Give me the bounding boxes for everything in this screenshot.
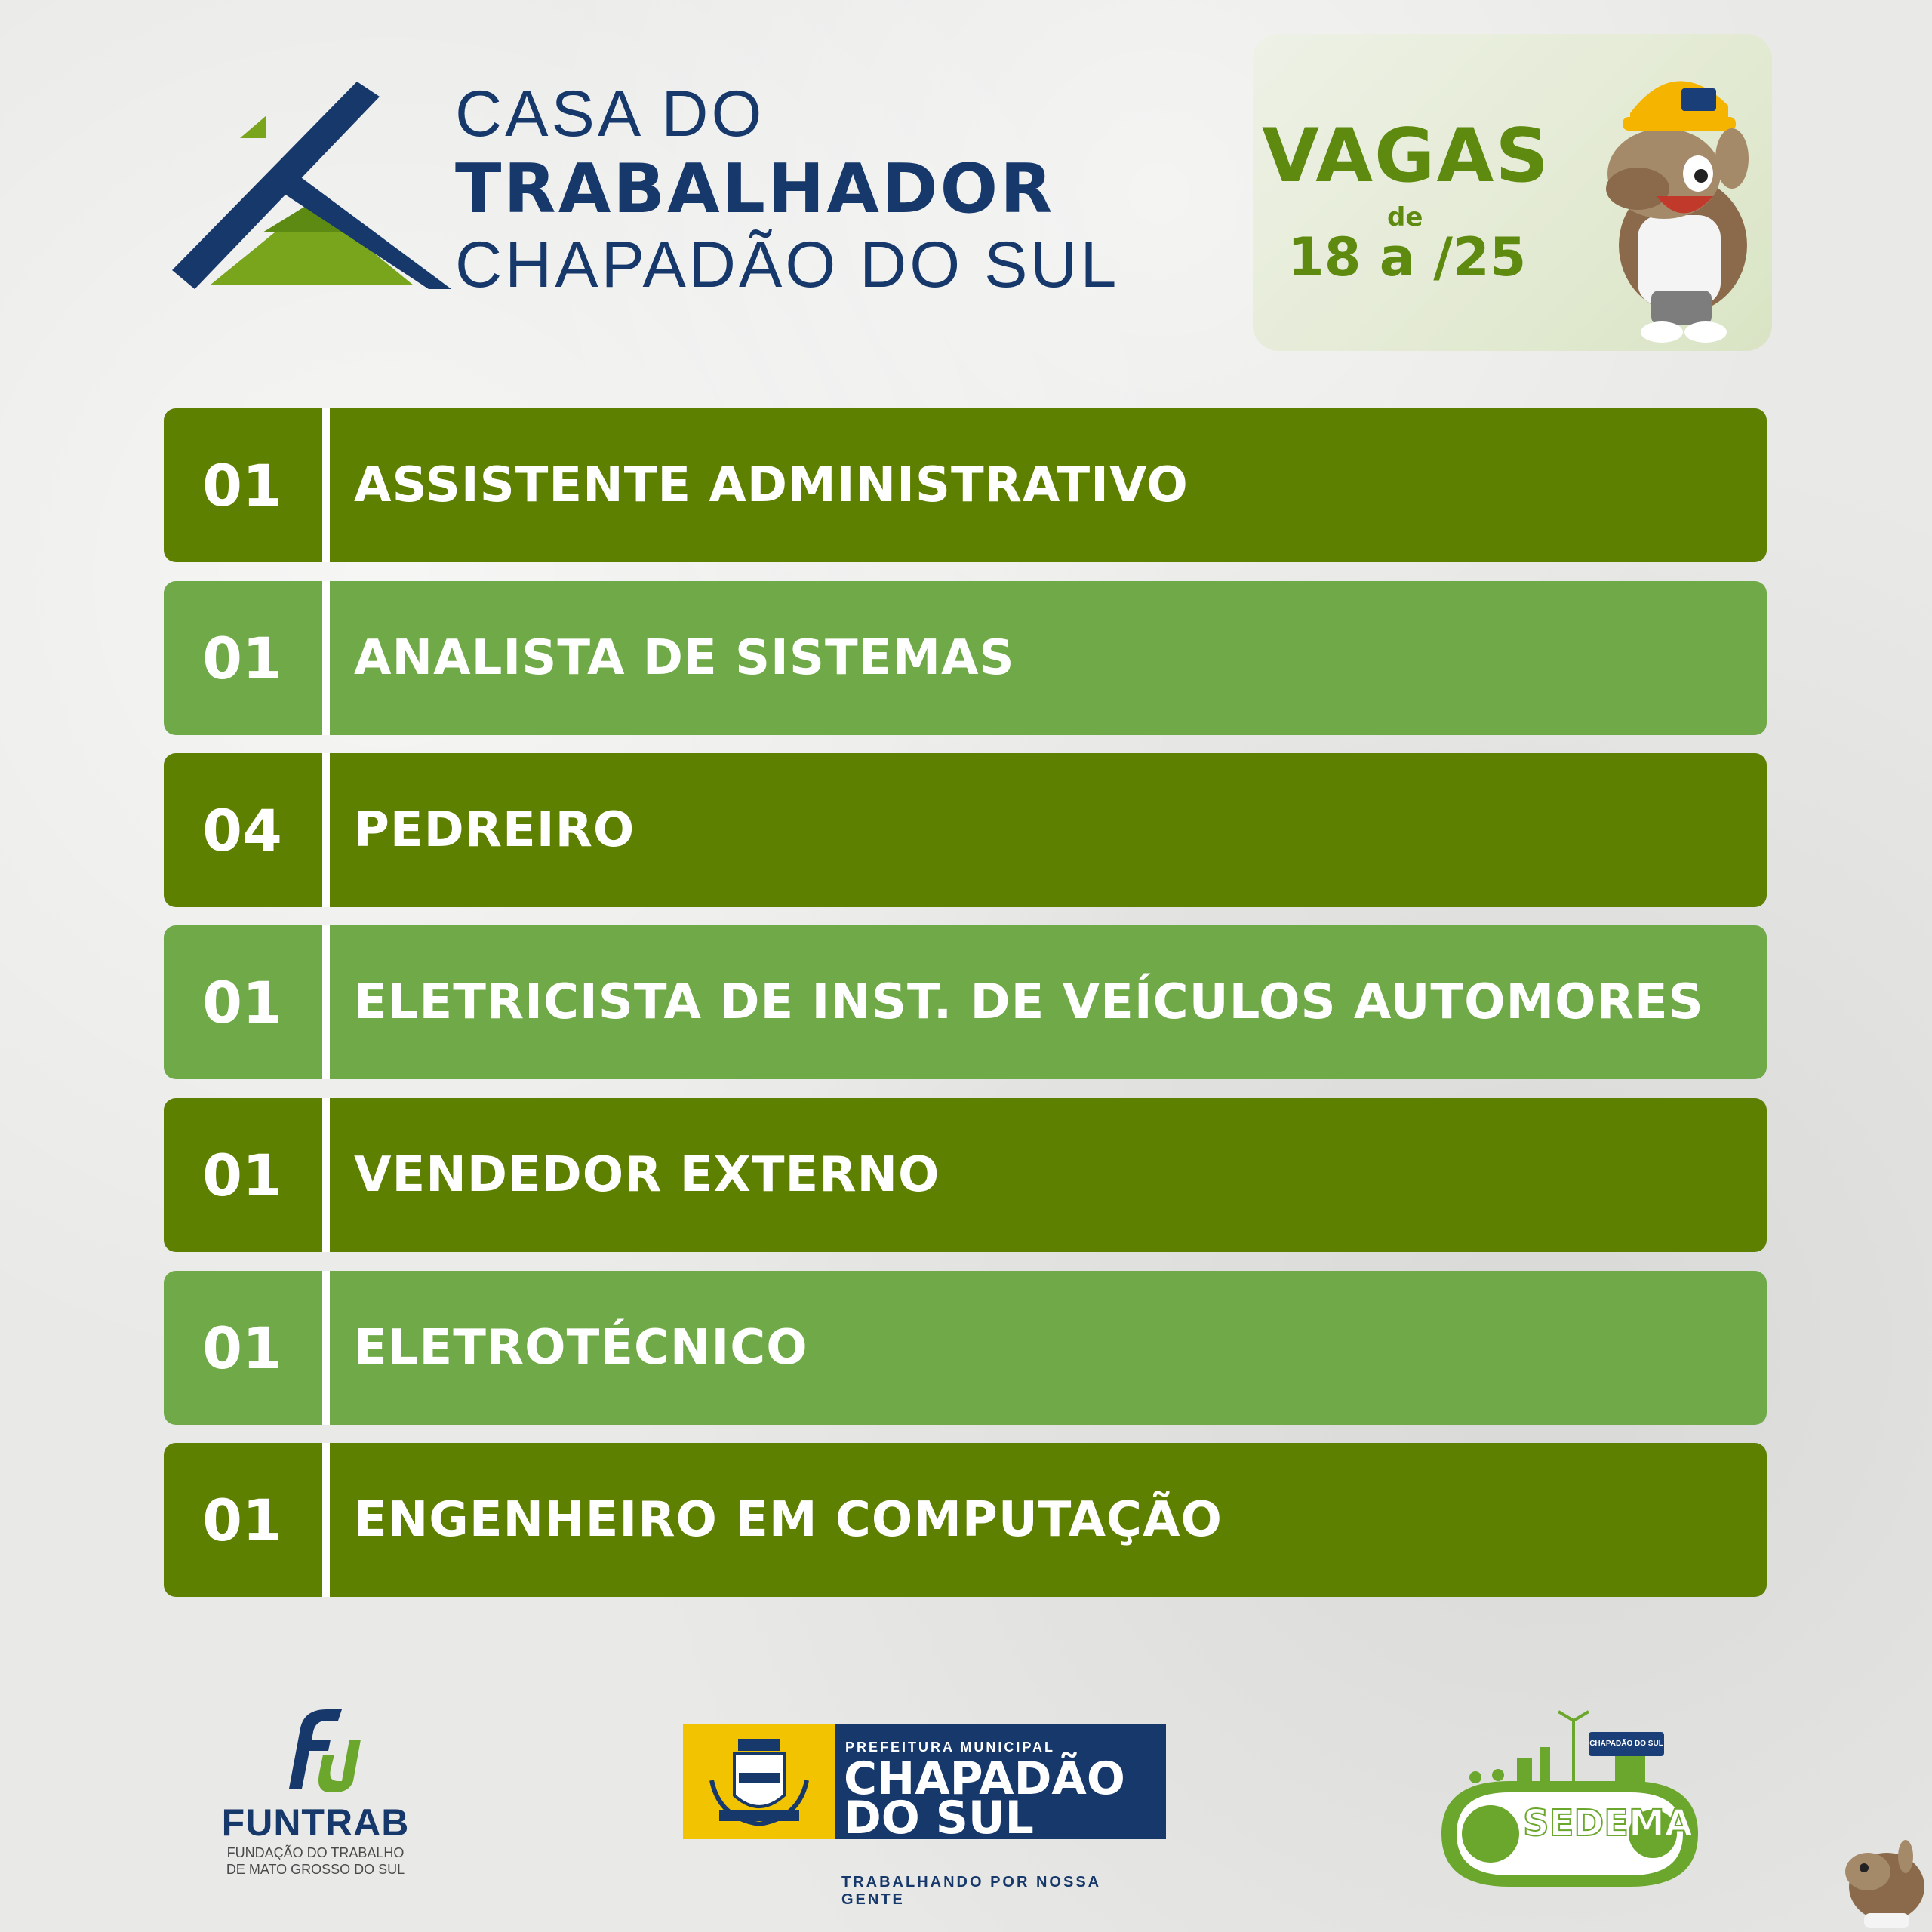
armadillo-corner-icon [1834,1826,1932,1932]
job-row-divider [322,753,330,907]
sedema-name: SEDEMA [1523,1802,1693,1844]
prefeitura-label: PREFEITURA MUNICIPAL [845,1740,1055,1755]
job-quantity: 01 [202,1141,282,1209]
job-row [164,1443,1767,1597]
funtrab-mark-icon [259,1698,372,1796]
vagas-title: VAGAS [1262,113,1550,199]
job-row-divider [322,581,330,735]
funtrab-name: FUNTRAB [221,1801,410,1844]
job-quantity: 01 [202,451,282,519]
funtrab-subtitle-1: FUNDAÇÃO DO TRABALHO [226,1845,405,1860]
job-quantity: 01 [202,1314,282,1382]
job-quantity: 01 [202,968,282,1036]
casa-trabalhador-logo-icon [172,82,451,293]
job-title: ANALISTA DE SISTEMAS [354,630,1015,686]
prefeitura-name-line1: CHAPADÃO [844,1752,1125,1805]
page-title [455,79,1119,300]
title-line-casa-do: CASA DO [455,78,765,150]
job-row [164,581,1767,735]
job-row-divider [322,925,330,1079]
vagas-dates: 18 a /25 [1287,226,1527,288]
prefeitura-slogan: TRABALHANDO POR NOSSA GENTE [841,1874,1101,1908]
job-quantity: 01 [202,1486,282,1554]
sedema-logo [1426,1706,1713,1902]
job-title: ASSISTENTE ADMINISTRATIVO [354,457,1189,513]
prefeitura-name-line2: DO SUL [844,1792,1034,1844]
title-line-trabalhador: TRABALHADOR [455,149,1055,229]
job-row [164,408,1767,562]
title-line-chapadao: CHAPADÃO DO SUL [455,229,1120,301]
job-row [164,1271,1767,1425]
job-row [164,1098,1767,1252]
armadillo-mascot-icon [1592,42,1774,347]
funtrab-subtitle-2: DE MATO GROSSO DO SUL [226,1862,405,1877]
job-row-divider [322,1098,330,1252]
job-title: ELETRICISTA DE INST. DE VEÍCULOS AUTOMORES [354,974,1704,1030]
job-title: ELETROTÉCNICO [354,1320,808,1376]
job-quantity: 01 [202,624,282,692]
job-row [164,753,1767,907]
vagas-de-label: de [1387,202,1423,232]
job-row-divider [322,1271,330,1425]
funtrab-logo [202,1698,429,1879]
sedema-chapadao-badge: CHAPADÃO DO SUL [1589,1732,1664,1756]
municipal-crest-icon [704,1735,814,1829]
job-quantity: 04 [202,796,282,864]
job-row-divider [322,408,330,562]
job-row-divider [322,1443,330,1597]
job-row [164,925,1767,1079]
job-title: VENDEDOR EXTERNO [354,1147,940,1203]
prefeitura-logo [683,1724,1166,1908]
job-title: PEDREIRO [354,802,635,858]
job-title: ENGENHEIRO EM COMPUTAÇÃO [354,1492,1223,1548]
